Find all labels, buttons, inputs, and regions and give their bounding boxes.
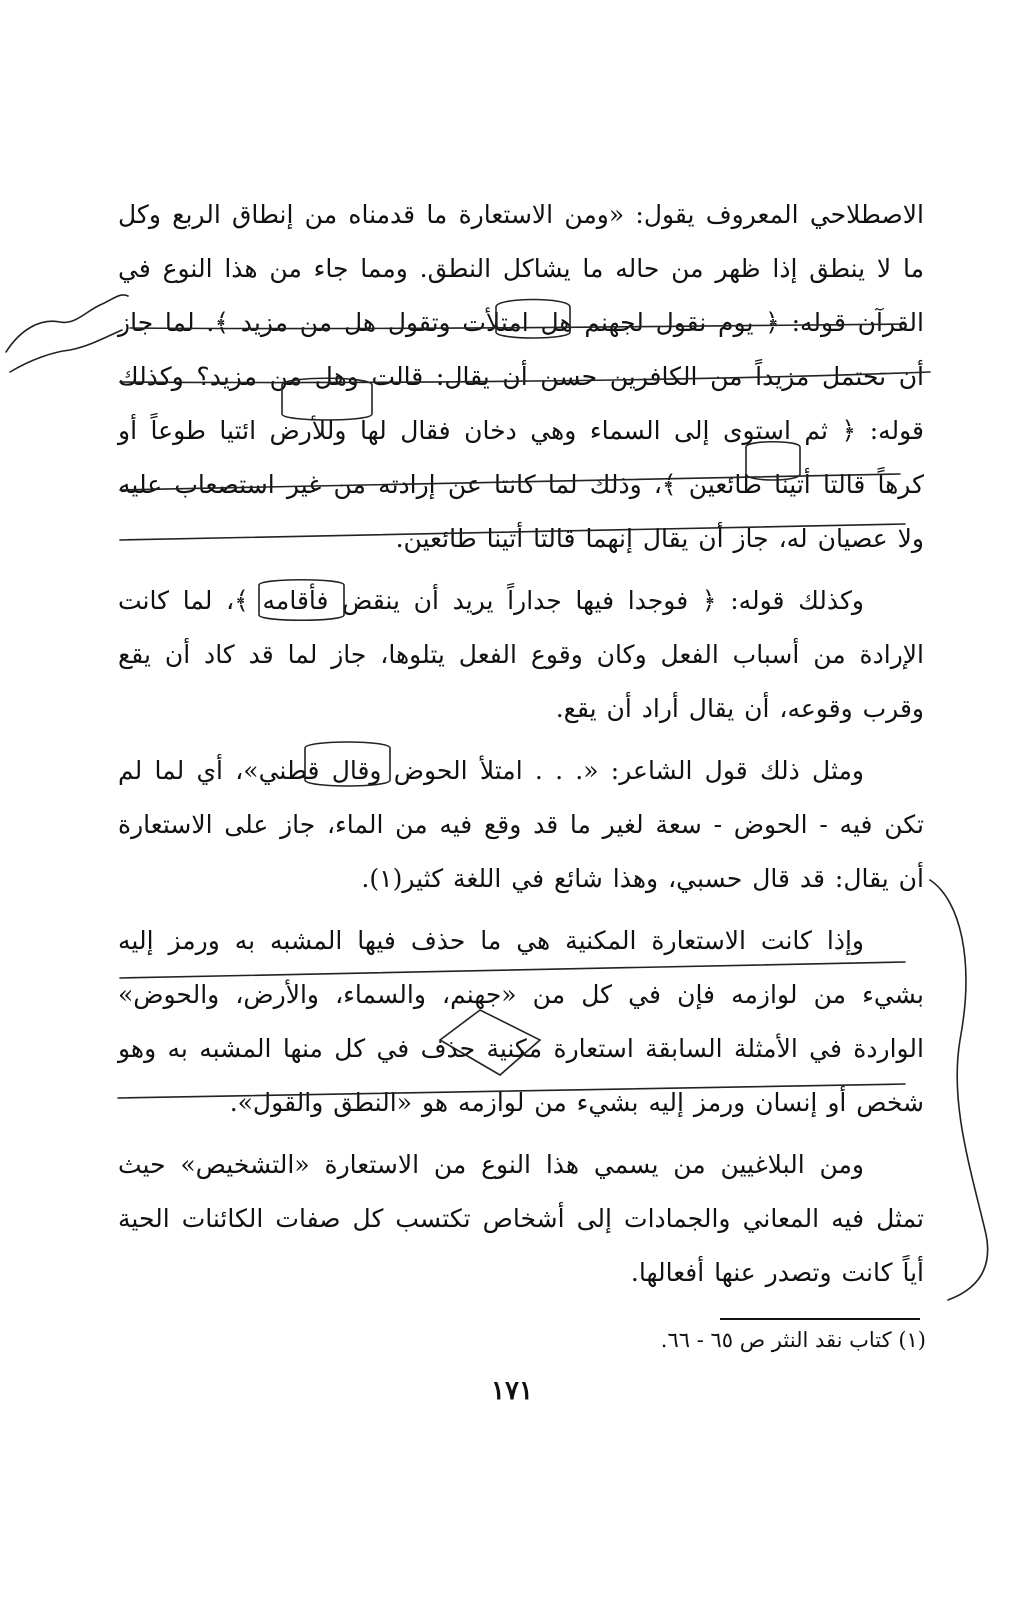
paragraph-4: وإذا كانت الاستعارة المكنية هي ما حذف فيها المشبه به ورمز إليه بشيء من لوازمه فإن في كل من «جهنم، والسماء، والأرض، والحوض» الواردة في الأمثلة السابقة استعارة مكنية حذف في كل منها المشبه به وهو شخص أو إنسان ورمز إليه بشيء من لوازمه هو «النطق والقول».	[118, 926, 924, 1117]
body-text	[118, 188, 924, 1300]
margin-handwriting-2	[10, 330, 122, 372]
paragraph-5: ومن البلاغيين من يسمي هذا النوع من الاستعارة «التشخيص» حيث تمثل فيه المعاني والجمادات إلى أشخاص تكتسب كل صفات الكائنات الحية أياً كانت وتصدر عنها أفعالها.	[118, 1150, 924, 1287]
margin-bracket	[930, 880, 988, 1300]
margin-handwriting	[6, 295, 128, 352]
footnote: (١) كتاب نقد النثر ص ٦٥ - ٦٦.	[660, 1328, 926, 1352]
page-number: ١٧١	[491, 1376, 533, 1406]
paragraph-3: ومثل ذلك قول الشاعر: «. . . امتلأ الحوض وقال قطني»، أي لما لم تكن فيه - الحوض - سعة لغير ما قد وقع فيه من الماء، جاز على الاستعارة أن يقال: قد قال حسبي، وهذا شائع في اللغة كثير(١).	[118, 756, 924, 893]
paragraph-2: وكذلك قوله: ﴿ فوجدا فيها جداراً يريد أن ينقض فأقامه ﴾، لما كانت الإرادة من أسباب الفعل وكان وقوع الفعل يتلوها، جاز لما قد كاد أن يقع وقرب وقوعه، أن يقال أراد أن يقع.	[118, 586, 924, 723]
paragraph-1: الاصطلاحي المعروف يقول: «ومن الاستعارة ما قدمناه من إنطاق الربع وكل ما لا ينطق إذا ظهر من حاله ما يشاكل النطق. ومما جاء من هذا النوع في القرآن قوله: ﴿ يوم نقول لجهنم هل امتلأت وتقول هل من مزيد ﴾. لما جاز أن تحتمل مزيداً من الكافرين حسن أن يقال: قالت وهل من مزيد؟ وكذلك قوله: ﴿ ثم استوى إلى السماء وهي دخان فقال لها وللأرض ائتيا طوعاً أو كرهاً قالتا أتينا طائعين ﴾، وذلك لما كانتا عن إرادته من غير استصعاب عليه ولا عصيان له، جاز أن يقال إنهما قالتا أتينا طائعين.	[118, 200, 924, 553]
footnote-divider	[720, 1318, 920, 1320]
